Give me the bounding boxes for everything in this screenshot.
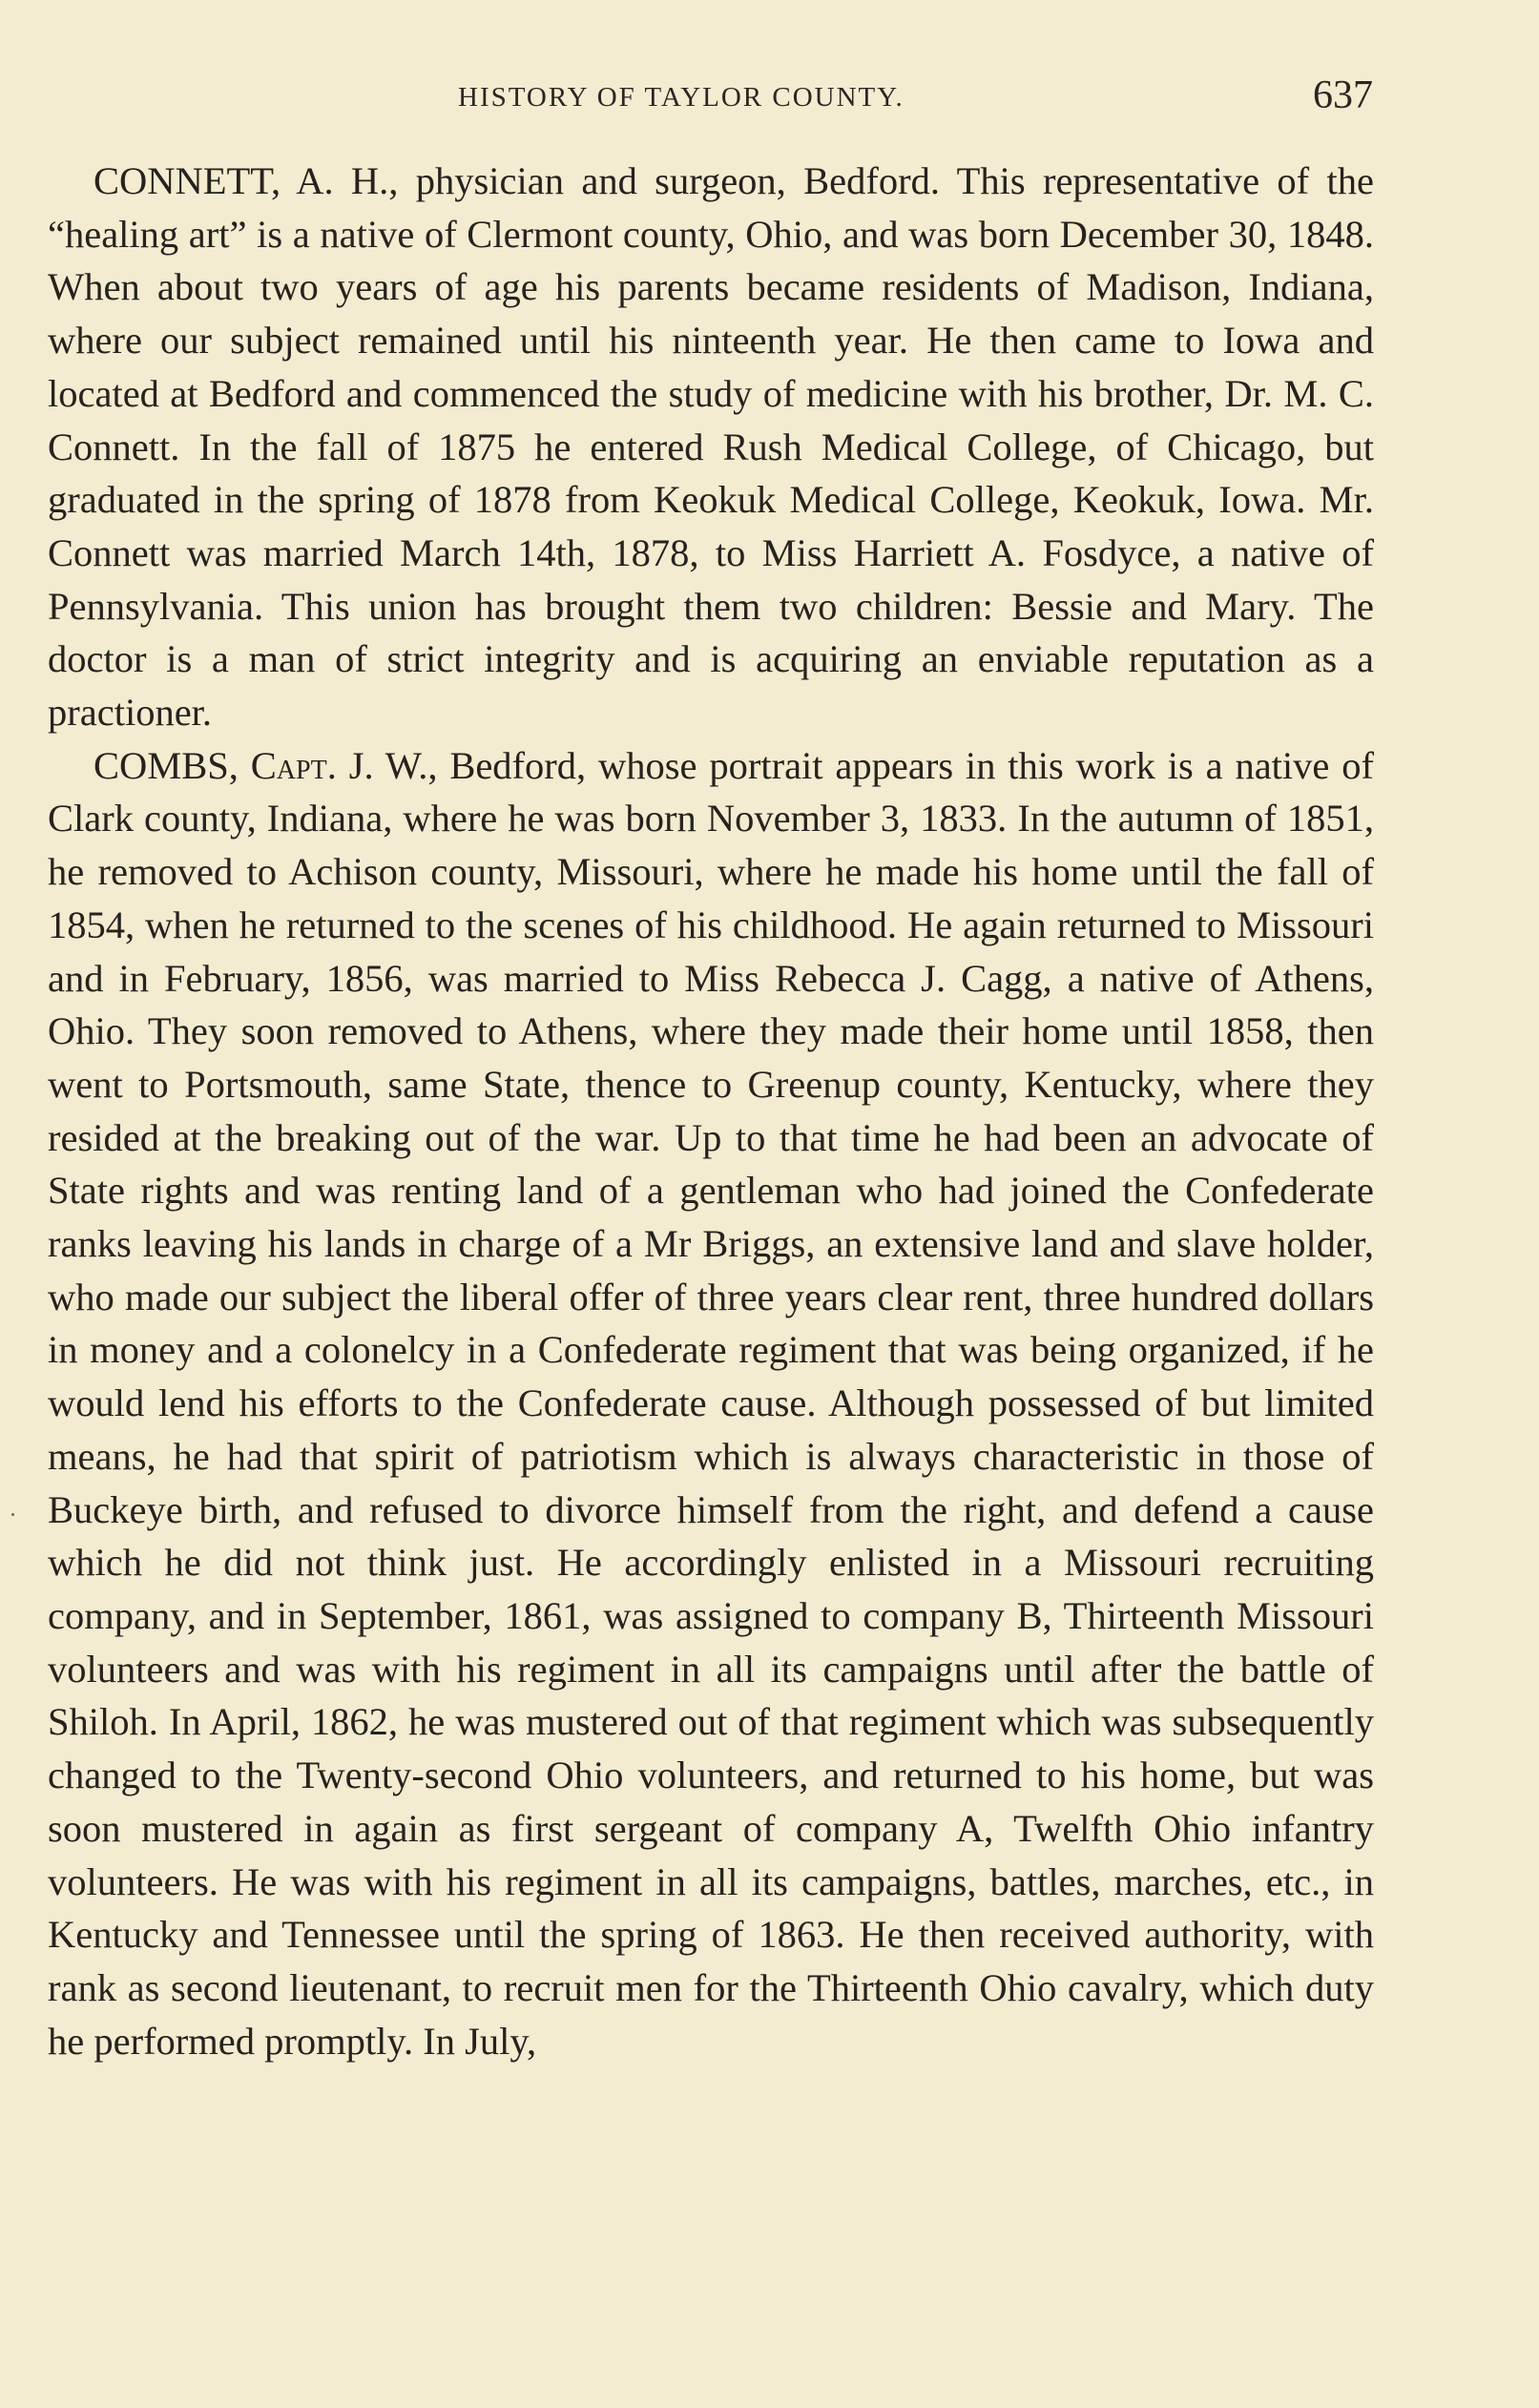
body-text — [48, 155, 1374, 2067]
page-number: 637 — [1313, 73, 1373, 117]
page-speck — [11, 1513, 14, 1516]
entry-title: Capt. — [250, 743, 337, 787]
entry-combs — [48, 739, 1374, 2068]
entry-name: COMBS, — [94, 743, 239, 787]
entry-text: J. W., Bedford, whose portrait appears in this work is a native of Clark county, Indiana, where he was born November 3, 1833. In the autumn of 1851, he removed to Achison county, Missouri, where he made his home until the fall of 1854, when he returned to the scenes of his childhood. He again returned to Missouri and in February, 1856, was married to Miss Rebecca J. Cagg, a native of Athens, Ohio. They soon removed to Athens, where they made their home until 1858, then went to Portsmouth, same State, thence to Greenup county, Kentucky, where they resided at the breaking out of the war. Up to that time he had been an advocate of State rights and was renting land of a gentleman who had joined the Confederate ranks leaving his lands in charge of a Mr Briggs, an extensive land and slave holder, who made our subject the liberal offer of three years clear rent, three hundred dollars in money and a colonelcy in a Confederate regiment that was being organized, if he would lend his efforts to the Confederate cause. Although possessed of but limited means, he had that spirit of patriotism which is always characteristic in those of Buckeye birth, and refused to divorce himself from the right, and defend a cause which he did not think just. He accordingly enlisted in a Missouri recruiting company, and in September, 1861, was assigned to company B, Thirteenth Missouri volunteers and was with his regiment in all its campaigns until after the battle of Shiloh. In April, 1862, he was mustered out of that regiment which was subsequently changed to the Twenty-second Ohio volunteers, and returned to his home, but was soon mustered in again as first sergeant of company A, Twelfth Ohio infantry volunteers. He was with his regiment in all its campaigns, battles, marches, etc., in Kentucky and Tennessee until the spring of 1863. He then received authority, with rank as second lieutenant, to recruit men for the Thirteenth Ohio cavalry, which duty he performed promptly. In July, — [48, 743, 1374, 2063]
entry-name: CONNETT, A. H., — [94, 159, 399, 202]
running-head: HISTORY OF TAYLOR COUNTY. — [458, 82, 905, 113]
entry-text: physician and surgeon, Bedford. This representative of the “healing art” is a native of Clermont county, Ohio, and was born December 30, 1848. When about two years of age his parents became residents of Madison, Indiana, where our subject remained until his ninteenth year. He then came to Iowa and located at Bedford and commenced the study of medicine with his brother, Dr. M. C. Connett. In the fall of 1875 he entered Rush Medical College, of Chicago, but graduated in the spring of 1878 from Keokuk Medical College, Keokuk, Iowa. Mr. Connett was married March 14th, 1878, to Miss Harriett A. Fosdyce, a native of Pennsylvania. This union has brought them two children: Bessie and Mary. The doctor is a man of strict integrity and is acquiring an enviable reputation as a practioner. — [48, 159, 1374, 735]
entry-connett — [48, 155, 1374, 739]
